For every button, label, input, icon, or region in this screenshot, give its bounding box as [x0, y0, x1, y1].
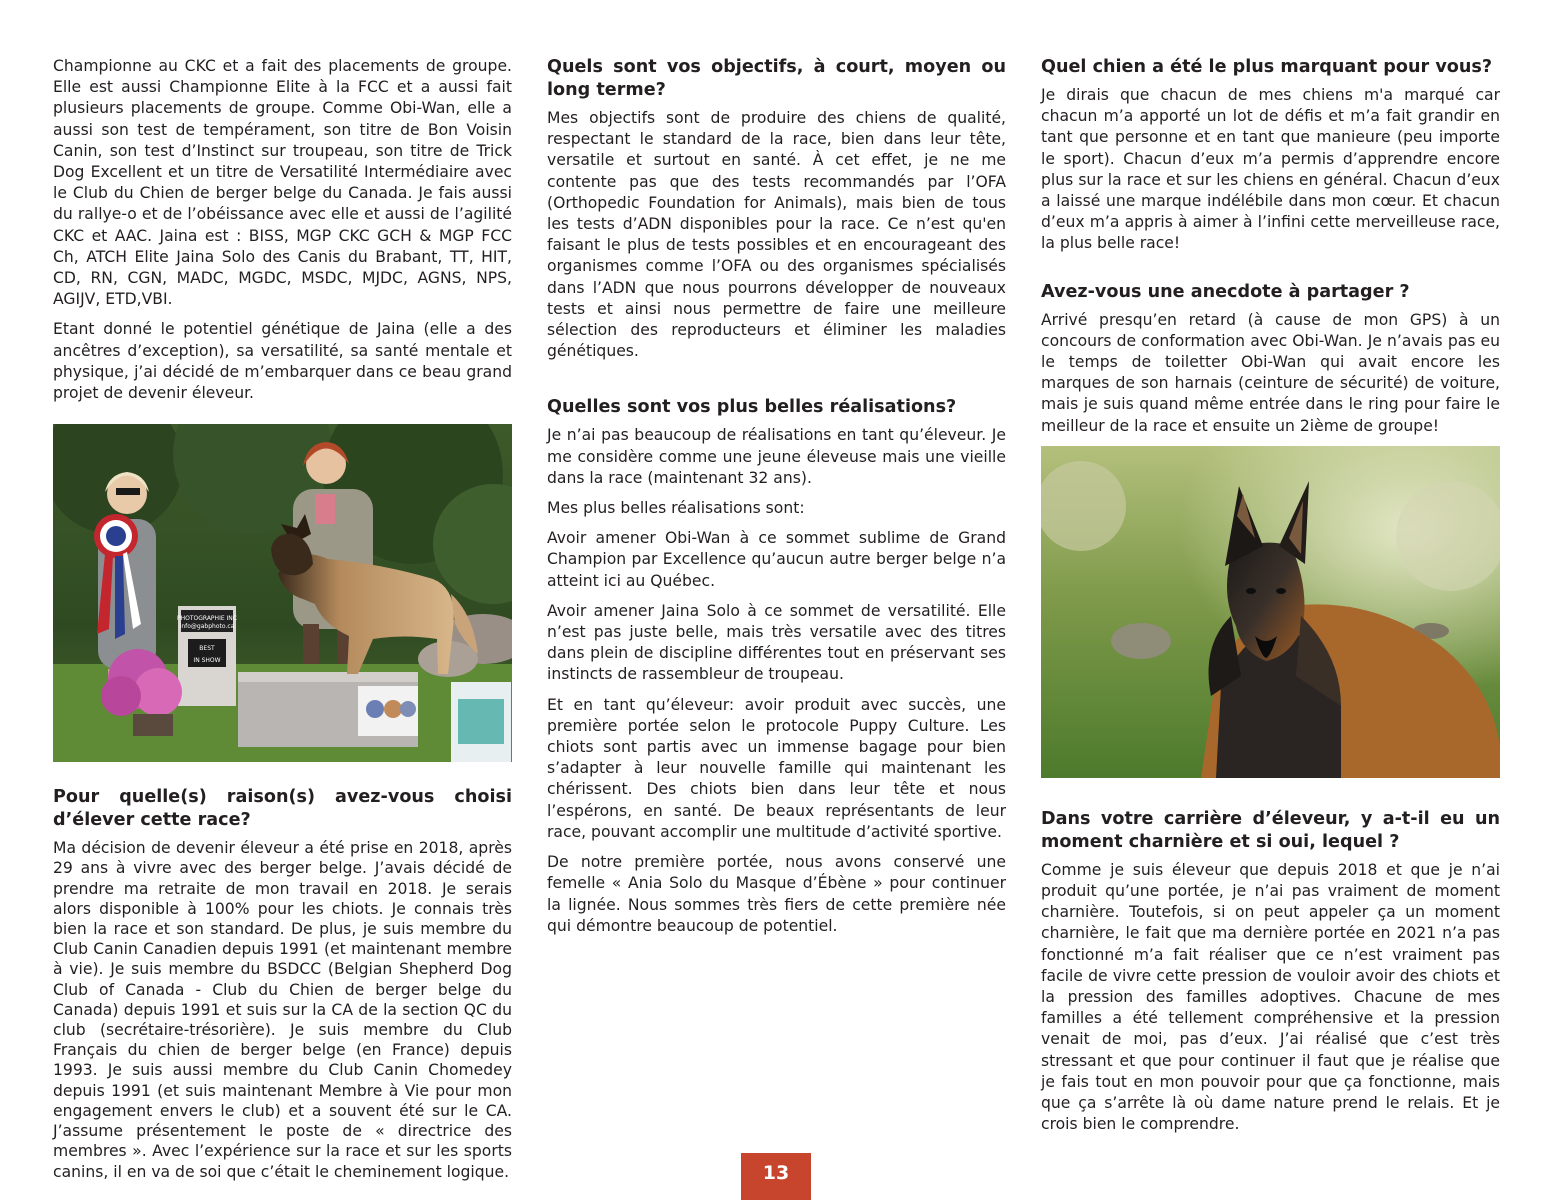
column-2: [547, 56, 1006, 946]
question-heading: Quelles sont vos plus belles réalisations?: [547, 397, 957, 418]
column-3: [1041, 56, 1500, 1144]
sign-brand: PHOTOGRAPHIE INC: [177, 615, 237, 623]
answer-paragraph: Ma décision de devenir éleveur a été prise en 2018, après 29 ans à vivre avec des berger belge. J’avais décidé de prendre ma retraite de mon travail en 2018. Je serais alors disponible à 100% pour les chiots. Je connais très bien la race et son standard. De plus, je suis membre du Club Canin Canadien depuis 1991 (et maintenant membre à vie). Je suis membre du BSDCC (Belgian Shepherd Dog Club of Canada - Club du Chien de berger belge du Canada) depuis 1991 et suis sur la CA de la section QC du club (secrétaire-trésorière). Je suis membre du Club Français du chien de berger belge (en France) depuis 1993. Je suis aussi membre du Club Canin Chomedey depuis 1991 (et suis maintenant Membre à Vie pour mon engagement envers le club) et a souvent été sur le CA. J’assume présentement le poste de « directrice des membres ». Avec l’expérience sur la race et sur les sports canins, il en va de soi que c’était le cheminement logique.: [53, 839, 512, 1181]
page-number: 13: [741, 1153, 811, 1200]
question-heading: Quel chien a été le plus marquant pour vous?: [1041, 57, 1493, 77]
paragraph: Etant donné le potentiel génétique de Jaina (elle a des ancêtres d’exception), sa versatilité, sa santé mentale et physique, j’ai décidé de m’embarquer dans ce beau grand projet de devenir éleveur.: [53, 320, 512, 403]
sign-email: info@gabphoto.ca: [179, 623, 235, 631]
answer-paragraph: Mes plus belles réalisations sont:: [547, 499, 805, 518]
question-heading: Dans votre carrière d’éleveur, y a-t-il eu un moment charnière et si oui, lequel ?: [1041, 808, 1500, 852]
answer-paragraph: Et en tant qu’éleveur: avoir produit avec succès, une première portée selon le protocole Puppy Culture. Les chiots sont partis avec un immense bagage pour bien s’adapter à leur nouvelle famille qui maintenant les chérissent. Des chiots bien dans leur tête et nous l’espérons, en santé. De beaux représentants de leur race, pouvant accomplir une multitude d’activité sportive.: [547, 695, 1006, 841]
sign-best: BEST: [199, 645, 215, 653]
answer-paragraph: Je n’ai pas beaucoup de réalisations en tant qu’éleveur. Je me considère comme une jeune éleveuse mais une vieille dans la race (maintenant 32 ans).: [547, 426, 1006, 487]
answer-paragraph: Mes objectifs sont de produire des chiens de qualité, respectant le standard de la race, bien dans leur tête, versatile et surtout en santé. À cet effet, je ne me contente pas que des tests recommandés par l’OFA (Orthopedic Foundation for Animals), mais bien de tous les tests d’ADN disponibles pour la race. Ce n’est qu'en faisant le plus de tests possibles et en encourageant des organismes comme l’OFA ou des organismes spécialisés dans l’ADN que nous pourrons développer de nouveaux tests et ainsi nous permettre de faire une meilleure sélection des reproducteurs et éliminer les maladies génétiques.: [547, 109, 1006, 361]
paragraph: Championne au CKC et a fait des placements de groupe. Elle est aussi Championne Elite à la FCC et a aussi fait plusieurs placements de groupe. Comme Obi-Wan, elle a aussi son test de tempérament, son titre de Bon Voisin Canin, son test d’Instinct sur troupeau, son titre de Trick Dog Excellent et un titre de Versatilité Intermédiaire avec le Club du Chien de berger belge du Canada. Je fais aussi du rallye-o et de l’obéissance avec elle et aussi de l’agilité CKC et AAC. Jaina est : BISS, MGP CKC GCH & MGP FCC Ch, ATCH Elite Jaina Solo des Canis du Brabant, TT, HIT, CD, RN, CGN, MADC, MGDC, MSDC, MJDC, AGNS, NPS, AGIJV, ETD,VBI.: [53, 57, 512, 309]
question-heading: Avez-vous une anecdote à partager ?: [1041, 281, 1410, 302]
answer-paragraph: Comme je suis éleveur que depuis 2018 et que je n’ai produit qu’une portée, je n’ai pas vraiment de moment charnière. Toutefois, si on peut appeler ça un moment charnière, le fait que ma dernière portée en 2021 n’a pas fonctionné m’a fait réaliser que ce n’est vraiment pas facile de vivre cette pression de vouloir avoir des chiots et la pression des familles adoptives. Chacune de mes familles a été tellement compréhensive et la pression venait de moi, pas d’eux. J’ai réalisé que c’est très stressant et que pour continuer il faut que je réalise que je fais tout en mon pouvoir pour que ça fonctionne, mais que ça s’arrête là où dame nature prend le relais. Et je crois bien le comprendre.: [1041, 860, 1500, 1134]
answer-paragraph: Avoir amener Obi-Wan à ce sommet sublime de Grand Champion par Excellence qu’aucun autre berger belge n’a atteint ici au Québec.: [547, 529, 1006, 590]
column-1: [53, 56, 512, 1191]
dog-show-photo: [53, 424, 512, 762]
answer-paragraph: Je dirais que chacun de mes chiens m'a marqué car chacun m’a apporté un lot de défis et m’a fait grandir en tant que personne et en tant que manieure (peu importe le sport). Chacun d’eux m’a permis d’apprendre encore plus sur la race et sur les chiens en général. Chacun d’eux a laissé une marque indélébile dans mon cœur. Et chacun d’eux m’a appris à aimer à l’infini cette merveilleuse race, la plus belle race!: [1041, 86, 1500, 253]
question-heading: Quels sont vos objectifs, à court, moyen ou long terme?: [547, 57, 1006, 100]
question-heading: Pour quelle(s) raison(s) avez-vous choisi d’élever cette race?: [53, 787, 512, 831]
dog-portrait-photo: [1041, 446, 1500, 778]
answer-paragraph: Arrivé presqu’en retard (à cause de mon GPS) à un concours de conformation avec Obi-Wan. Je n’avais pas eu le temps de toiletter Obi-Wan qui avait encore les marques de son harnais (ceinture de sécurité) de voiture, mais je suis quand même entrée dans le ring pour faire le meilleur de la race et ensuite un 2ième de groupe!: [1041, 310, 1500, 435]
sign-in-show: IN SHOW: [193, 657, 221, 665]
answer-paragraph: De notre première portée, nous avons conservé une femelle « Ania Solo du Masque d’Ébène » pour continuer la lignée. Nous sommes très fiers de cette première née qui démontre beaucoup de potentiel.: [547, 853, 1006, 935]
answer-paragraph: Avoir amener Jaina Solo à ce sommet de versatilité. Elle n’est pas juste belle, mais très versatile avec des titres dans plein de discipline différentes tout en préservant ses instincts de rassembleur de troupeau.: [547, 601, 1006, 684]
